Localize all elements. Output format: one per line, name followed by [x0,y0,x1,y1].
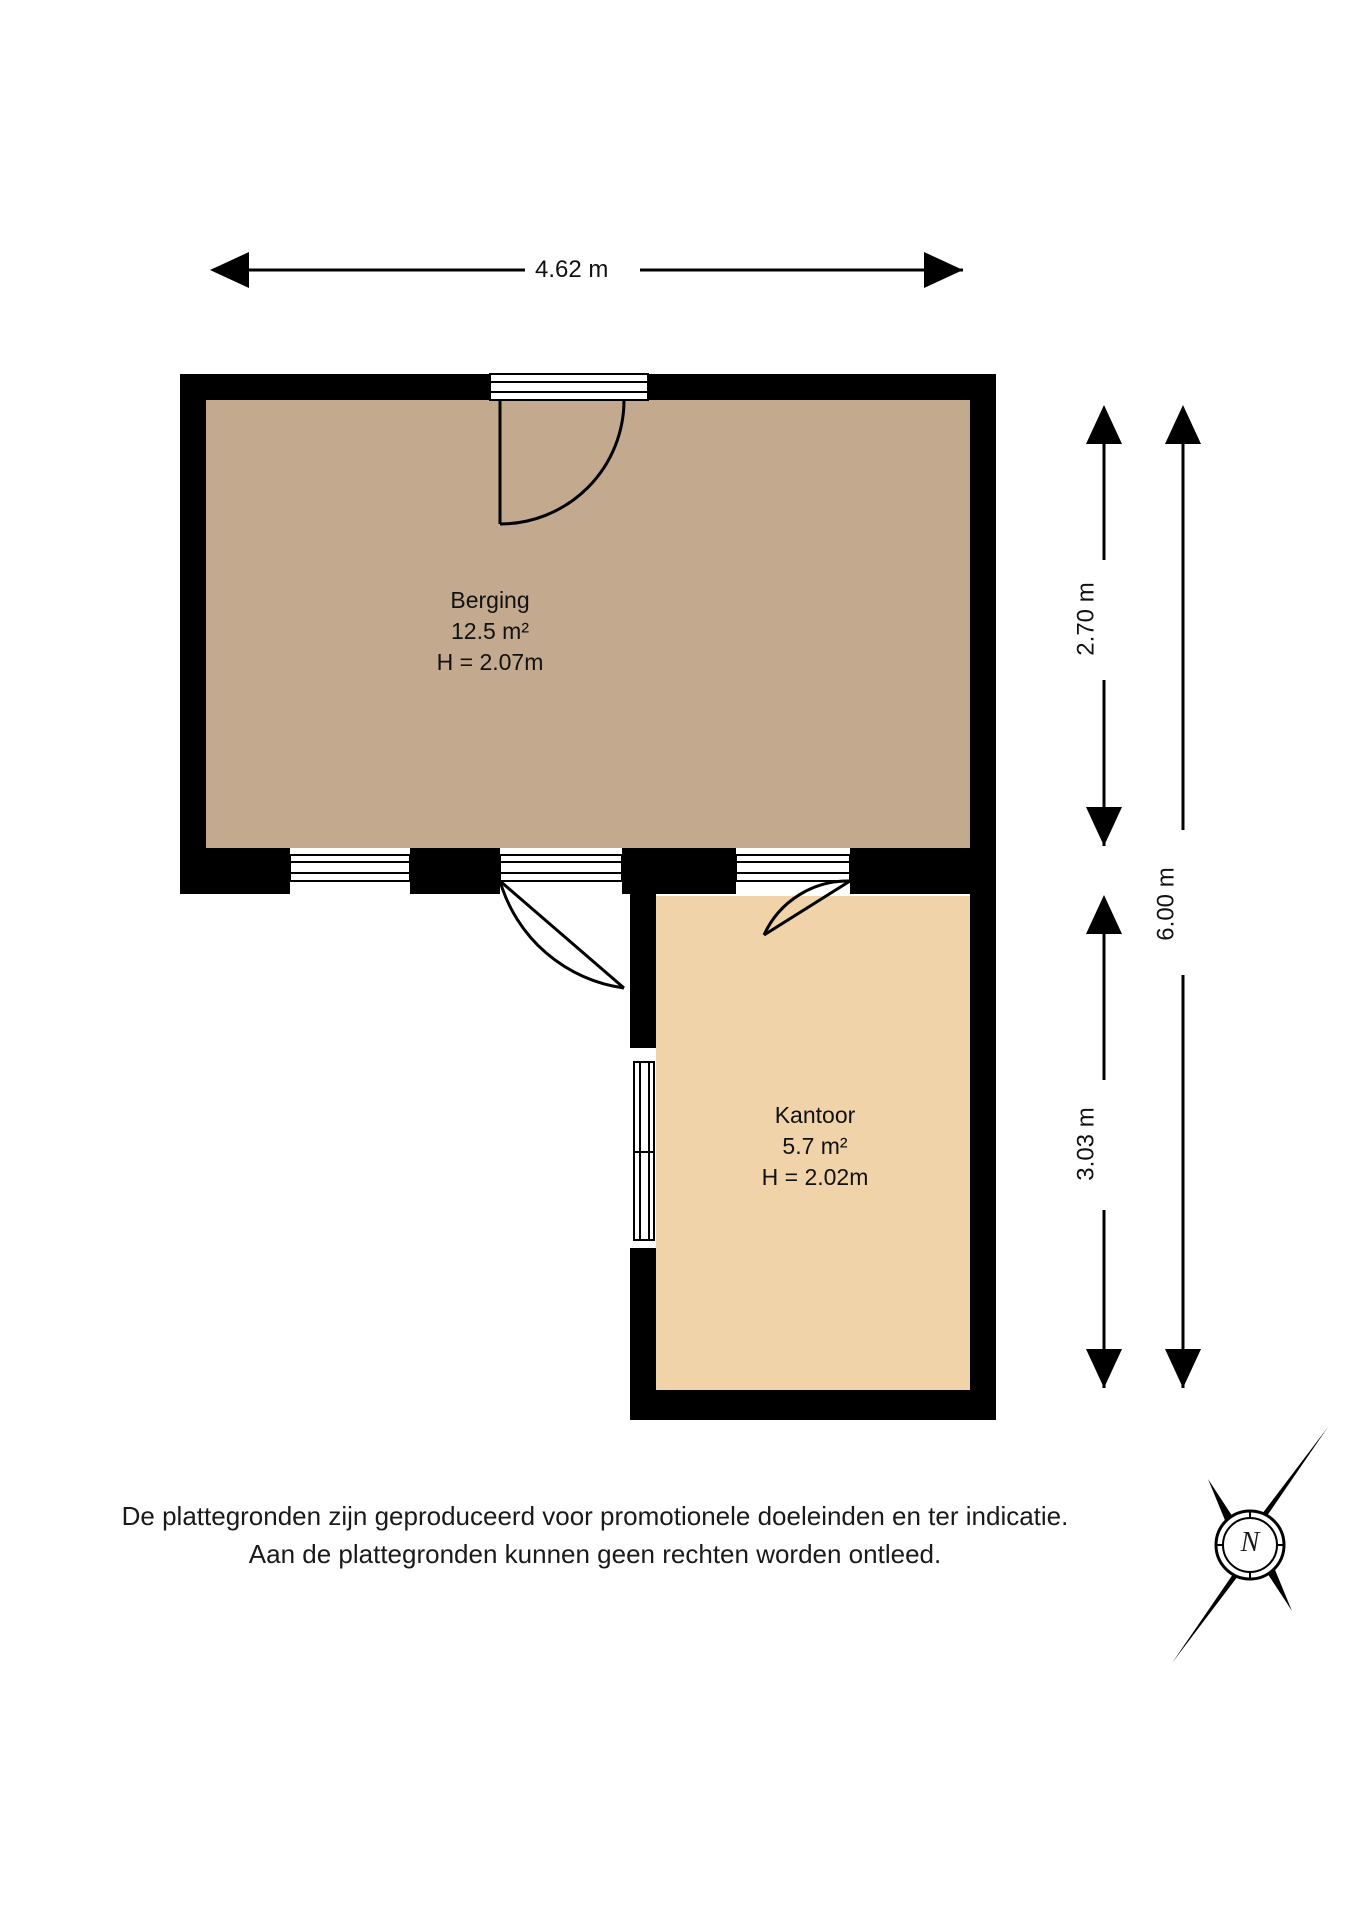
room-label-berging [360,585,620,678]
room-height-kantoor: H = 2.02m [761,1164,869,1191]
window-kantoor-left [634,1062,654,1240]
wall-kantoor-right [970,848,996,1420]
door-opening-berging-middle [500,855,622,881]
window-top [490,374,648,400]
dimension-label-right-lower: 3.03 m [1072,1107,1100,1181]
dimension-label-right-total: 6.00 m [1152,867,1180,941]
room-area-berging: 12.5 m² [451,618,529,645]
wall-top-right [648,374,996,400]
compass-north-label: N [1240,1527,1260,1558]
door-swing-middle [500,881,624,988]
dimension-label-top-width: 4.62 m [535,256,609,283]
disclaimer-line-2: Aan de plattegronden kunnen geen rechten worden ontleed. [248,1538,942,1569]
room-label-kantoor [685,1100,945,1193]
room-name-kantoor: Kantoor [774,1102,856,1128]
wall-top-left [180,374,490,400]
disclaimer-text [0,1498,1190,1573]
door-opening-kantoor-top [736,855,850,881]
wall-kantoor-bottom [630,1390,996,1420]
dimension-label-right-upper: 2.70 m [1072,582,1100,656]
window-berging-bottom-left [290,855,410,881]
room-area-kantoor: 5.7 m² [782,1133,848,1160]
wall-berging-bottom-seg1 [180,848,290,894]
disclaimer-line-1: De plattegronden zijn geproduceerd voor promotionele doeleinden en ter indicatie. [121,1501,1069,1531]
wall-berging-bottom-seg2 [410,848,500,894]
room-name-berging: Berging [450,587,530,613]
wall-left [180,374,206,894]
wall-right-upper [970,374,996,850]
room-height-berging: H = 2.07m [436,649,544,676]
wall-kantoor-left-upper [630,848,656,1048]
